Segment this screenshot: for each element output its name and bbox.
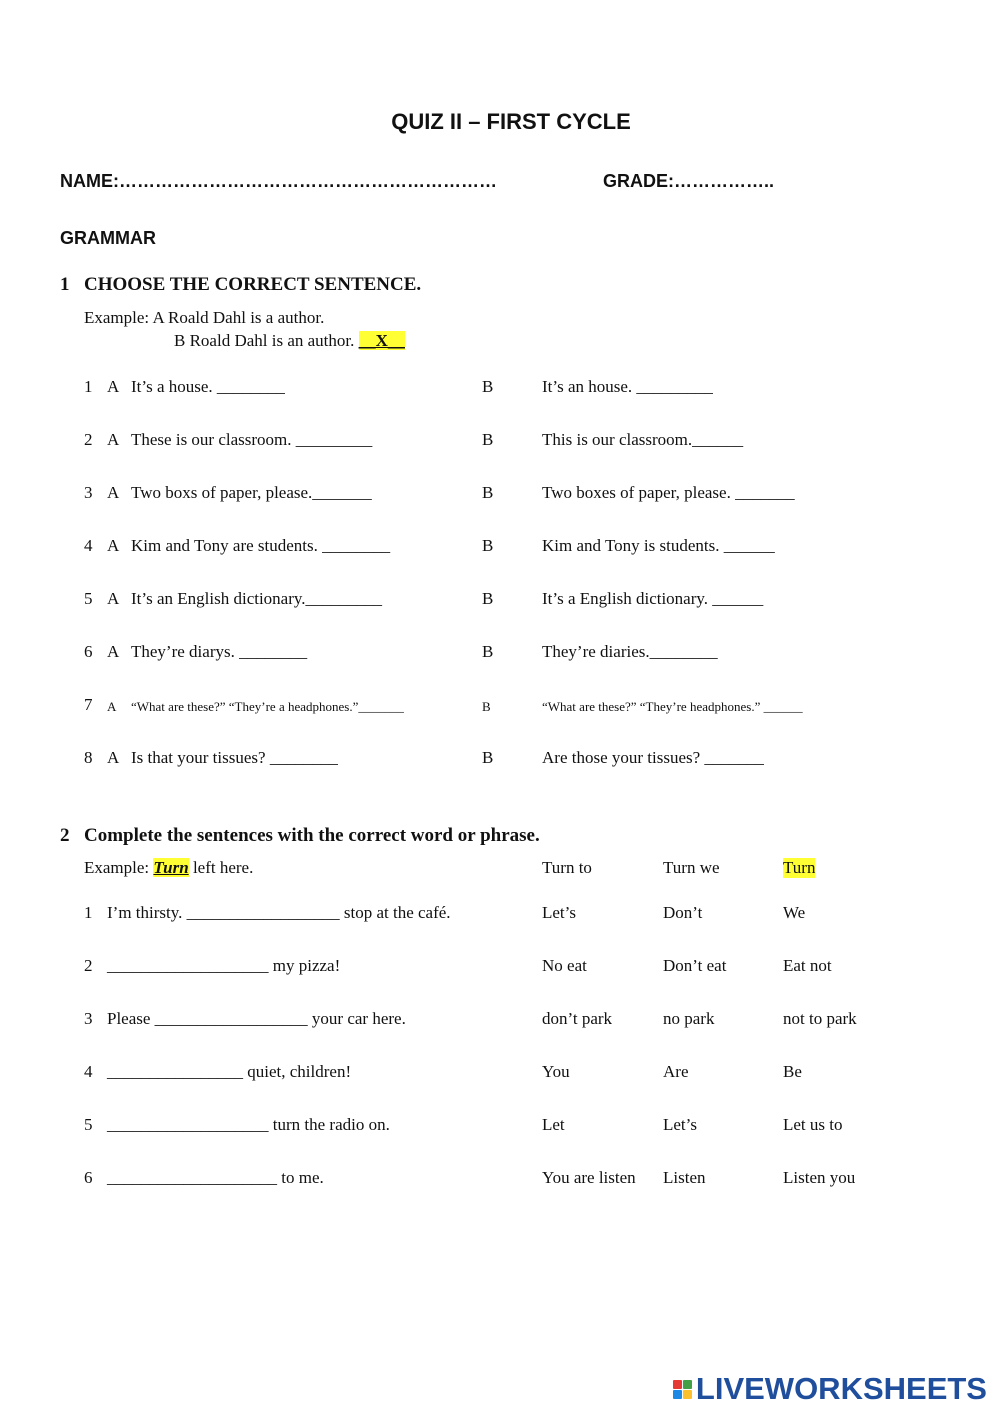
item-number: 2 xyxy=(84,956,93,975)
logo-square xyxy=(683,1390,692,1399)
name-field-line: NAME:……………………………………………………… xyxy=(60,171,497,191)
item-number: 1 xyxy=(84,903,93,922)
option-a-label: A xyxy=(107,536,120,555)
option-b-label: B xyxy=(482,536,494,555)
option-a-label: A xyxy=(107,748,120,767)
item-option: Let’s xyxy=(542,903,576,922)
option-a-label: A xyxy=(107,642,120,661)
section2-example-option: Turn we xyxy=(663,858,720,877)
option-b-label: B xyxy=(482,642,494,661)
option-a-sentence: Kim and Tony are students. ________ xyxy=(131,536,391,555)
item-option: Listen you xyxy=(783,1168,856,1187)
item-option: You are listen xyxy=(542,1168,636,1187)
option-b-label: B xyxy=(482,699,491,714)
section2-example-prefix: Example: xyxy=(84,858,154,877)
logo-square xyxy=(683,1380,692,1389)
grade-field-line: GRADE:…………….. xyxy=(603,171,774,191)
option-a-label: A xyxy=(107,377,120,396)
item-option: Be xyxy=(783,1062,802,1081)
option-a-label: A xyxy=(107,430,120,449)
option-a-sentence: These is our classroom. _________ xyxy=(131,430,373,449)
item-number: 8 xyxy=(84,748,93,767)
option-a-sentence: They’re diarys. ________ xyxy=(131,642,308,661)
section1-number: 1 xyxy=(60,274,70,295)
option-b-sentence: This is our classroom.______ xyxy=(542,430,744,449)
section1-heading: CHOOSE THE CORRECT SENTENCE. xyxy=(84,274,422,295)
option-a-label: A xyxy=(107,589,120,608)
section2-heading: Complete the sentences with the correct word or phrase. xyxy=(84,825,540,846)
option-b-label: B xyxy=(482,748,494,767)
option-b-sentence: “What are these?” “They’re headphones.” ______ xyxy=(542,699,803,714)
section2-example-option: Turn to xyxy=(542,858,592,877)
item-option: Don’t xyxy=(663,903,703,922)
item-sentence: ____________________ to me. xyxy=(107,1168,324,1187)
item-sentence: ___________________ turn the radio on. xyxy=(107,1115,390,1134)
option-a-label: A xyxy=(107,483,120,502)
liveworksheets-logo xyxy=(673,1371,987,1407)
item-option: no park xyxy=(663,1009,715,1028)
section1-example-answer: __X__ xyxy=(358,331,405,350)
section1-example-b xyxy=(174,331,405,351)
item-option: Listen xyxy=(663,1168,706,1187)
option-b-sentence: Are those your tissues? _______ xyxy=(542,748,764,767)
item-number: 5 xyxy=(84,589,93,608)
item-number: 6 xyxy=(84,1168,93,1187)
option-a-sentence: “What are these?” “They’re a headphones.”_______ xyxy=(131,699,404,714)
option-a-label: A xyxy=(107,699,117,714)
option-b-sentence: It’s a English dictionary. ______ xyxy=(542,589,764,608)
item-number: 7 xyxy=(84,695,93,714)
option-b-label: B xyxy=(482,430,494,449)
item-number: 6 xyxy=(84,642,93,661)
item-option: Let us to xyxy=(783,1115,843,1134)
item-option: Let’s xyxy=(663,1115,697,1134)
section2-example xyxy=(84,858,253,878)
item-option: No eat xyxy=(542,956,587,975)
section2-example-option-correct: Turn xyxy=(783,858,816,877)
section1-example-a: Example: A Roald Dahl is a author. xyxy=(84,308,325,327)
item-number: 3 xyxy=(84,483,93,502)
section2-number: 2 xyxy=(60,825,70,846)
item-option: not to park xyxy=(783,1009,857,1028)
item-sentence: I’m thirsty. __________________ stop at the café. xyxy=(107,903,451,922)
item-number: 5 xyxy=(84,1115,93,1134)
option-a-sentence: Is that your tissues? ________ xyxy=(131,748,338,767)
option-b-label: B xyxy=(482,483,494,502)
item-sentence: ________________ quiet, children! xyxy=(107,1062,352,1081)
page-title: QUIZ II – FIRST CYCLE xyxy=(391,109,631,134)
logo-square xyxy=(673,1390,682,1399)
option-a-sentence: It’s an English dictionary._________ xyxy=(131,589,383,608)
option-b-sentence: They’re diaries.________ xyxy=(542,642,718,661)
item-option: Let xyxy=(542,1115,565,1134)
grammar-heading: GRAMMAR xyxy=(60,228,156,248)
item-sentence: ___________________ my pizza! xyxy=(107,956,341,975)
section2-example-suffix: left here. xyxy=(188,858,254,877)
item-number: 1 xyxy=(84,377,93,396)
option-b-sentence: It’s an house. _________ xyxy=(542,377,713,396)
item-option: don’t park xyxy=(542,1009,613,1028)
section1-example-b-text: B Roald Dahl is an author. xyxy=(174,331,355,350)
item-number: 2 xyxy=(84,430,93,449)
item-option: Don’t eat xyxy=(663,956,727,975)
item-option: Eat not xyxy=(783,956,832,975)
item-option: We xyxy=(783,903,806,922)
item-number: 4 xyxy=(84,1062,93,1081)
item-number: 3 xyxy=(84,1009,93,1028)
item-number: 4 xyxy=(84,536,93,555)
item-option: Are xyxy=(663,1062,689,1081)
option-b-label: B xyxy=(482,377,494,396)
option-a-sentence: Two boxs of paper, please._______ xyxy=(131,483,372,502)
logo-square xyxy=(673,1380,682,1389)
option-b-sentence: Two boxes of paper, please. _______ xyxy=(542,483,795,502)
section2-example-answer: Turn xyxy=(153,858,189,877)
item-option: You xyxy=(542,1062,570,1081)
option-b-label: B xyxy=(482,589,494,608)
item-sentence: Please __________________ your car here. xyxy=(107,1009,406,1028)
logo-text: LIVEWORKSHEETS xyxy=(695,1371,987,1406)
logo-mark-icon xyxy=(673,1380,692,1399)
option-a-sentence: It’s a house. ________ xyxy=(131,377,285,396)
option-b-sentence: Kim and Tony is students. ______ xyxy=(542,536,775,555)
